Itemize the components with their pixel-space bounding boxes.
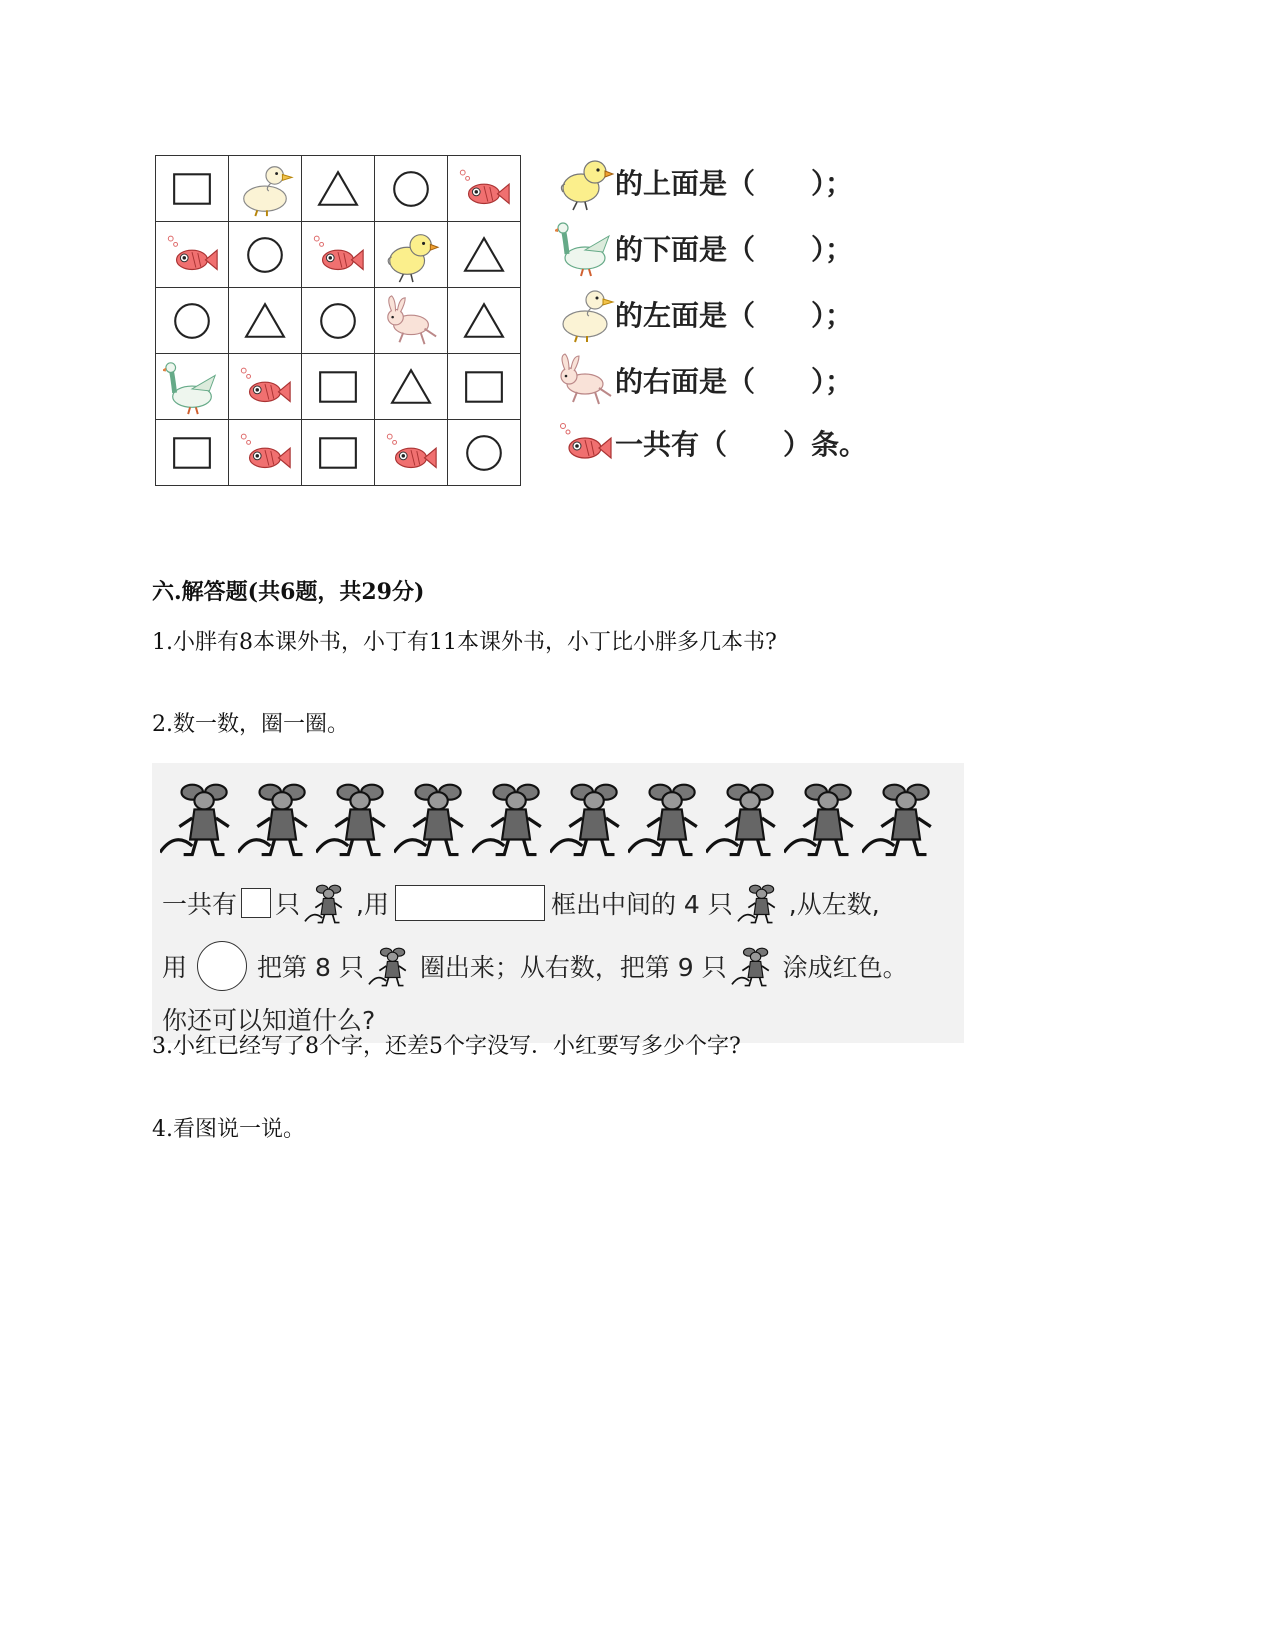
grid-cell <box>229 354 302 420</box>
grid-cell <box>229 222 302 288</box>
mice-line-2 <box>162 941 908 991</box>
fish-icon <box>163 226 221 284</box>
mouse-icon <box>550 785 619 855</box>
fish-icon <box>309 226 367 284</box>
mouse-icon <box>784 785 853 855</box>
grid-cell <box>448 354 521 420</box>
duck-icon <box>236 160 294 218</box>
grid-question <box>555 284 853 344</box>
rabbit-icon <box>555 350 615 410</box>
grid-question-text: 的下面是（ ）； <box>615 233 854 266</box>
circle-outline <box>197 941 247 991</box>
grid-cell <box>229 420 302 486</box>
grid-question-text: 的右面是（ ）； <box>615 365 854 398</box>
grid-row <box>156 420 521 486</box>
mice-line-3: 你还可以知道什么? <box>162 1006 376 1035</box>
triangle-icon <box>390 366 432 408</box>
grid-row <box>156 288 521 354</box>
circle-icon <box>463 432 505 474</box>
mouse-icon <box>862 785 931 855</box>
grid-cell <box>156 288 229 354</box>
position-grid <box>155 155 521 486</box>
grid-row <box>156 354 521 420</box>
grid-cell <box>448 156 521 222</box>
square-icon <box>463 366 505 408</box>
grid-question <box>555 152 853 212</box>
grid-cell <box>156 222 229 288</box>
mouse-icon <box>160 785 229 855</box>
grid-question <box>555 350 853 410</box>
mouse-icon <box>628 785 697 855</box>
mouse-icon <box>394 785 463 855</box>
grid-row <box>156 222 521 288</box>
mice-line2-d: 涂成红色。 <box>782 953 908 982</box>
circle-icon <box>171 300 213 342</box>
grid-cell <box>302 420 375 486</box>
mice-exercise-panel <box>152 763 964 1043</box>
chick-icon <box>555 152 615 212</box>
frame-rectangle-box <box>395 885 545 921</box>
grid-cell <box>302 222 375 288</box>
grid-cell <box>156 156 229 222</box>
triangle-icon <box>244 300 286 342</box>
section-title: 六.解答题(共6题，共29分) <box>152 579 425 605</box>
mice-line-1 <box>162 881 880 925</box>
grid-cell <box>448 420 521 486</box>
square-icon <box>171 168 213 210</box>
grid-row <box>156 156 521 222</box>
square-icon <box>317 366 359 408</box>
grid-question <box>555 218 853 278</box>
grid-cell <box>448 288 521 354</box>
fish-icon <box>555 413 615 473</box>
grid-cell <box>448 222 521 288</box>
mouse-icon <box>472 785 541 855</box>
fish-icon <box>382 424 440 482</box>
grid-question-text: 的上面是（ ）； <box>615 167 854 200</box>
chick-icon <box>382 226 440 284</box>
grid-question <box>555 413 867 473</box>
grid-question-text: 一共有（ ）条。 <box>615 428 868 461</box>
grid-cell <box>156 354 229 420</box>
grid-cell <box>375 222 448 288</box>
fish-icon <box>236 424 294 482</box>
circle-icon <box>317 300 359 342</box>
mouse-icon <box>316 785 385 855</box>
mouse-icon <box>364 943 420 989</box>
mice-line2-a: 用 <box>162 953 188 982</box>
square-icon <box>317 432 359 474</box>
mice-line1-d: 框出中间的 4 只 <box>550 890 733 919</box>
circle-icon <box>244 234 286 276</box>
triangle-icon <box>317 168 359 210</box>
grid-cell <box>375 420 448 486</box>
mouse-icon <box>300 880 356 926</box>
goose-icon <box>555 218 615 278</box>
question-2: 2.数一数，圈一圈。 <box>152 712 349 737</box>
square-icon <box>171 432 213 474</box>
mice-line2-c: 圈出来；从右数，把第 9 只 <box>419 953 727 982</box>
grid-question-text: 的左面是（ ）； <box>615 299 854 332</box>
circle-icon <box>390 168 432 210</box>
triangle-icon <box>463 234 505 276</box>
grid-cell <box>375 354 448 420</box>
grid-cell <box>156 420 229 486</box>
mice-row <box>160 773 960 863</box>
goose-icon <box>163 358 221 416</box>
mice-line1-c: ,用 <box>356 890 389 919</box>
grid-cell <box>375 288 448 354</box>
question-4: 4.看图说一说。 <box>152 1117 305 1142</box>
mouse-icon <box>733 880 789 926</box>
grid-cell <box>375 156 448 222</box>
fish-icon <box>455 160 513 218</box>
mouse-icon <box>238 785 307 855</box>
grid-cell <box>302 156 375 222</box>
question-1: 1.小胖有8本课外书，小丁有11本课外书，小丁比小胖多几本书? <box>152 630 777 655</box>
mice-line1-b: 只 <box>275 890 301 919</box>
mouse-icon <box>727 943 783 989</box>
mice-line1-a: 一共有 <box>162 890 238 919</box>
grid-cell <box>302 288 375 354</box>
rabbit-icon <box>382 292 440 350</box>
mice-line2-b: 把第 8 只 <box>257 953 364 982</box>
triangle-icon <box>463 300 505 342</box>
grid-cell <box>229 288 302 354</box>
question-3: 3.小红已经写了8个字，还差5个字没写．小红要写多少个字? <box>152 1034 741 1059</box>
mouse-icon <box>706 785 775 855</box>
mice-line1-e: ,从左数, <box>788 890 880 919</box>
grid-cell <box>302 354 375 420</box>
duck-icon <box>555 284 615 344</box>
count-answer-box[interactable] <box>241 888 271 918</box>
grid-cell <box>229 156 302 222</box>
fish-icon <box>236 358 294 416</box>
